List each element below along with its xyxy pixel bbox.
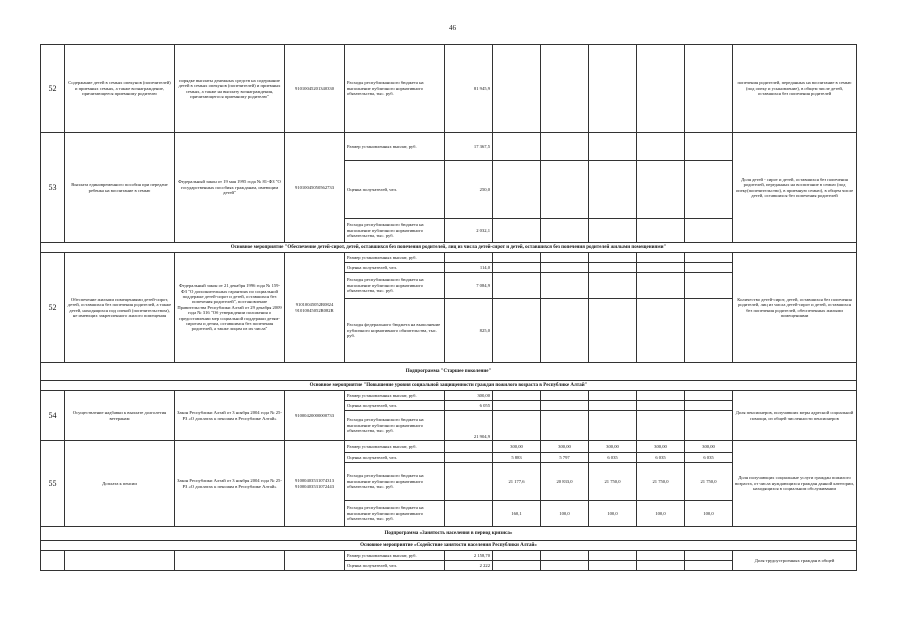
section-row <box>41 243 857 253</box>
value: 6 035 <box>589 453 637 463</box>
value: 300,00 <box>445 391 493 401</box>
value: 100,0 <box>541 501 589 527</box>
value: 250,0 <box>445 161 493 219</box>
value: 81 945,9 <box>445 45 493 133</box>
value: 17 367,5 <box>445 133 493 161</box>
section-row <box>41 381 857 391</box>
target-indicator: Доля получающих социальные услуги граждан пожилого возраста, от числа нуждающихся граждан данной категории, находящихся в социальном обслуживании <box>733 441 857 527</box>
indicator: Оценка получателей, чел. <box>345 561 445 571</box>
value: 160,1 <box>493 501 541 527</box>
measure-name: Выплата единовременного пособия при передаче ребенка на воспитание в семью <box>65 133 175 243</box>
main-activity-title: Основное мероприятие «Содействие занятости населения Республики Алтай» <box>41 541 857 551</box>
indicator: Оценка получателей, чел. <box>345 401 445 411</box>
indicator: Оценка получателей, чел. <box>345 263 445 273</box>
value: 100,0 <box>637 501 685 527</box>
table-row <box>41 551 857 561</box>
value: 20 833,0 <box>541 463 589 501</box>
indicator: Расходы республиканского бюджета на выполнение публичного нормативного обязательства, тыс. руб. <box>345 273 445 299</box>
indicator: Расходы республиканского бюджета на выполнение публичного нормативного обязательства, тыс. руб. <box>345 219 445 243</box>
legal-basis: Закон Республики Алтай от 3 ноября 2004 года № 25-РЗ «О доплатах к пенсиям в Республике Алтай» <box>175 391 285 441</box>
main-activity-title: Основное мероприятие "Обеспечение детей-сирот, детей, оставшихся без попечения родителей, лиц из числа детей-сирот и детей, оставшихся без попечения родителей жилыми помещениями" <box>41 243 857 253</box>
legal-basis: Закон Республики Алтай от 3 ноября 2004 года № 25-РЗ «О доплатах к пенсиям в Республике Алтай» <box>175 441 285 527</box>
table-row <box>41 45 857 133</box>
measure-name: Доплата к пенсии <box>65 441 175 527</box>
value: 2 032,1 <box>445 219 493 243</box>
value: 5 797 <box>541 453 589 463</box>
budget-code: 91000403531074313 91000403531072443 <box>285 441 345 527</box>
indicator: Расходы республиканского бюджета на выполнение публичного нормативного обязательства, тыс. руб. <box>345 501 445 527</box>
value: 21 750,0 <box>589 463 637 501</box>
indicator: Размер установленных выплат, руб. <box>345 441 445 453</box>
indicator: Размер установленных выплат, руб. <box>345 391 445 401</box>
program-table <box>40 44 857 571</box>
value: 300,00 <box>637 441 685 453</box>
value: 114,0 <box>445 263 493 273</box>
value: 300,00 <box>685 441 733 453</box>
table-row <box>41 133 857 161</box>
value: 21 750,0 <box>685 463 733 501</box>
row-number: 52 <box>41 45 65 133</box>
value: 300,00 <box>541 441 589 453</box>
indicator: Оценка получателей, чел. <box>345 161 445 219</box>
value: 21 904,9 <box>445 411 493 441</box>
value: 2 222 <box>445 561 493 571</box>
value: 6 035 <box>685 453 733 463</box>
budget-code: 91010045050562733 <box>285 133 345 243</box>
budget-code: 91010045201340330 <box>285 45 345 133</box>
indicator: Расходы федерального бюджета на выполнение публичного нормативного обязательства, тыс. руб. <box>345 299 445 363</box>
target-indicator: Доля трудоустроенных граждан в общей <box>733 551 857 571</box>
row-number: 54 <box>41 391 65 441</box>
indicator: Расходы республиканского бюджета на выполнение публичного нормативного обязательства, тыс. руб. <box>345 411 445 441</box>
indicator: Оценка получателей, чел. <box>345 453 445 463</box>
value: 5 883 <box>493 453 541 463</box>
value: 6 055 <box>445 401 493 411</box>
section-row <box>41 541 857 551</box>
value: 100,0 <box>685 501 733 527</box>
row-number: 52 <box>41 253 65 363</box>
budget-code: 91010045052R0824 91010045052R082R <box>285 253 345 363</box>
target-indicator: Доля пенсионеров, получивших меры адресной социальной помощи, из общей численности пенсионеров <box>733 391 857 441</box>
value: 300,00 <box>493 441 541 453</box>
measure-name: Содержание детей в семьях опекунов (попечителей) и приемных семьях, а также вознаграждение, причитающееся приемному родителю <box>65 45 175 133</box>
page-number: 46 <box>449 24 456 32</box>
value: 21 750,0 <box>637 463 685 501</box>
value: 21 177,6 <box>493 463 541 501</box>
indicator: Расходы республиканского бюджета на выполнение публичного нормативного обязательства, тыс. руб. <box>345 45 445 133</box>
legal-basis: Федеральный закон от 21 декабря 1996 года № 159-ФЗ "О дополнительных гарантиях по социальной поддержке детей-сирот и детей, оставшихся без попечения родителей", постановление Правительства Республики Алтай от 29 декабря 2009 года № 316 "Об утверждении положения о предоставлении мер социальной поддержки детям-сиротам и детям, оставшимся без попечения родителей, а также лицам из их числа" <box>175 253 285 363</box>
legal-basis: порядке выплаты денежных средств на содержание детей в семьях опекунов (попечителей) и приемных семьях, а также на выплату вознаграждения, причитающегося приемному родителю" <box>175 45 285 133</box>
indicator: Расходы республиканского бюджета на выполнение публичного нормативного обязательства, тыс. руб. <box>345 463 445 501</box>
indicator: Размер установленных выплат, руб. <box>345 551 445 561</box>
table-row <box>41 391 857 401</box>
indicator: Размер установленных выплат, руб. <box>345 133 445 161</box>
value: 825,0 <box>445 299 493 363</box>
target-indicator: Доля детей - сирот и детей, оставшихся без попечения родителей, переданных на воспитание в семью (под опеку(попечительство), в приемную семью), в общем числе детей, оставшихся без попечения родителей <box>733 133 857 243</box>
value: 6 035 <box>637 453 685 463</box>
legal-basis: Федеральный закон от 19 мая 1995 года № 81-ФЗ "О государственных пособиях гражданам, имеющим детей" <box>175 133 285 243</box>
budget-code: 91000420000000733 <box>285 391 345 441</box>
row-number: 55 <box>41 441 65 527</box>
target-indicator: Количество детей-сирот, детей, оставшихся без попечения родителей, лиц из числа детей-сирот и детей, оставшихся без попечения родителей, обеспеченных жилыми помещениями <box>733 253 857 363</box>
value: 300,00 <box>589 441 637 453</box>
subprogram-title: Подпрограмма «Занятость населения в период кризиса» <box>41 527 857 541</box>
target-indicator: попечения родителей, переданных на воспитание в семью (под опеку и усыновление), в общем числе детей, оставшихся без попечения родителей <box>733 45 857 133</box>
section-row <box>41 527 857 541</box>
value: 2 158,70 <box>445 551 493 561</box>
measure-name: Осуществление надбавки к выплате долголетия ветеранам <box>65 391 175 441</box>
table-row <box>41 441 857 453</box>
value: 7 084,9 <box>445 273 493 299</box>
section-row <box>41 363 857 381</box>
subprogram-title: Подпрограмма "Старшее поколение" <box>41 363 857 381</box>
table-row <box>41 253 857 263</box>
main-activity-title: Основное мероприятие "Повышение уровня социальной защищенности граждан пожилого возраста в Республике Алтай" <box>41 381 857 391</box>
row-number: 53 <box>41 133 65 243</box>
indicator: Размер установленных выплат, руб. <box>345 253 445 263</box>
value: 100,0 <box>589 501 637 527</box>
measure-name: Обеспечение жилыми помещениями детей-сирот, детей, оставшихся без попечения родителей, а также детей, находящихся под опекой (попечительством), не имеющих закрепленного жилого помещения <box>65 253 175 363</box>
value <box>445 253 493 263</box>
